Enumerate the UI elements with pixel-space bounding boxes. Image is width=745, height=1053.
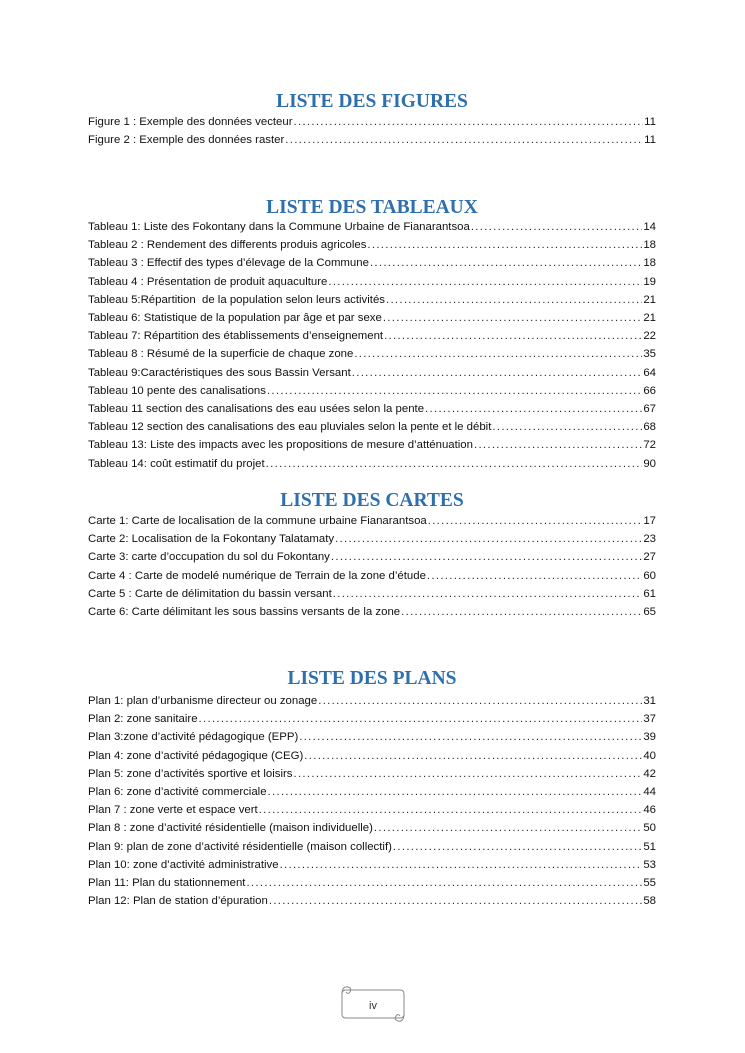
entry-page: 90 xyxy=(643,457,656,470)
entry-label: Plan 5: zone d’activités sportive et loisirs xyxy=(88,767,293,780)
tableau-entry[interactable] xyxy=(88,400,656,418)
dot-leader xyxy=(374,819,642,837)
tableau-entry[interactable] xyxy=(88,218,656,236)
plan-entry[interactable] xyxy=(88,783,656,801)
plan-entry[interactable] xyxy=(88,765,656,783)
carte-entry[interactable] xyxy=(88,585,656,603)
entry-label: Carte 3: carte d’occupation du sol du Fokontany xyxy=(88,551,330,564)
dot-leader xyxy=(280,856,643,874)
entry-label: Plan 9: plan de zone d’activité résidentielle (maison collectif) xyxy=(88,840,392,853)
dot-leader xyxy=(425,400,642,418)
figures-list xyxy=(88,113,656,149)
entry-page: 53 xyxy=(643,858,656,871)
dot-leader xyxy=(294,113,644,131)
dot-leader xyxy=(367,236,642,254)
entry-page: 11 xyxy=(644,116,656,128)
entry-page: 14 xyxy=(643,221,656,233)
entry-page: 42 xyxy=(643,767,656,780)
dot-leader xyxy=(304,747,642,765)
plan-entry[interactable] xyxy=(88,692,656,710)
tableau-entry[interactable] xyxy=(88,382,656,400)
dot-leader xyxy=(267,382,642,400)
dot-leader xyxy=(427,567,642,585)
tableau-entry[interactable] xyxy=(88,455,656,473)
entry-label: Plan 8 : zone d’activité résidentielle (maison individuelle) xyxy=(88,822,373,835)
entry-page: 22 xyxy=(643,330,656,343)
plan-entry[interactable] xyxy=(88,874,656,892)
plan-entry[interactable] xyxy=(88,710,656,728)
entry-page: 67 xyxy=(643,403,656,416)
tableaux-list xyxy=(88,218,656,473)
entry-label: Plan 6: zone d’activité commerciale xyxy=(88,786,267,799)
entry-page: 65 xyxy=(643,606,656,619)
entry-label: Tableau 12 section des canalisations des eau pluviales selon la pente et le débit xyxy=(88,421,492,434)
entry-label: Plan 7 : zone verte et espace vert xyxy=(88,804,258,817)
tableau-entry[interactable] xyxy=(88,273,656,291)
entry-label: Carte 5 : Carte de délimitation du bassin versant xyxy=(88,587,332,600)
dot-leader xyxy=(354,345,642,363)
dot-leader xyxy=(335,530,642,548)
dot-leader xyxy=(268,783,643,801)
figures-title: LISTE DES FIGURES xyxy=(276,91,468,112)
entry-label: Tableau 3 : Effectif des types d’élevage de la Commune xyxy=(88,257,369,270)
page-number: iv xyxy=(369,1000,377,1012)
entry-label: Tableau 4 : Présentation de produit aquaculture xyxy=(88,275,328,288)
dot-leader xyxy=(352,364,643,382)
entry-label: Carte 4 : Carte de modelé numérique de Terrain de la zone d’étude xyxy=(88,569,426,582)
carte-entry[interactable] xyxy=(88,603,656,621)
tableau-entry[interactable] xyxy=(88,327,656,345)
entry-page: 35 xyxy=(643,348,656,361)
entry-label: Carte 2: Localisation de la Fokontany Talatamaty xyxy=(88,533,335,546)
figure-entry[interactable] xyxy=(88,113,656,131)
entry-page: 17 xyxy=(643,515,656,527)
entry-label: Plan 2: zone sanitaire xyxy=(88,713,198,726)
tableaux-title: LISTE DES TABLEAUX xyxy=(266,197,478,218)
entry-page: 27 xyxy=(643,551,656,564)
plan-entry[interactable] xyxy=(88,838,656,856)
dot-leader xyxy=(331,548,642,566)
entry-page: 18 xyxy=(643,257,656,270)
dot-leader xyxy=(285,131,643,149)
carte-entry[interactable] xyxy=(88,567,656,585)
entry-label: Plan 4: zone d’activité pédagogique (CEG) xyxy=(88,749,304,762)
carte-entry[interactable] xyxy=(88,530,656,548)
entry-page: 31 xyxy=(643,695,656,707)
entry-page: 11 xyxy=(644,134,656,147)
plan-entry[interactable] xyxy=(88,747,656,765)
entry-page: 46 xyxy=(643,804,656,817)
entry-page: 58 xyxy=(643,895,656,908)
entry-label: Carte 1: Carte de localisation de la commune urbaine Fianarantsoa xyxy=(88,515,427,527)
tableau-entry[interactable] xyxy=(88,236,656,254)
entry-label: Plan 10: zone d’activité administrative xyxy=(88,858,279,871)
entry-label: Plan 12: Plan de station d’épuration xyxy=(88,895,268,908)
plan-entry[interactable] xyxy=(88,801,656,819)
cartes-title: LISTE DES CARTES xyxy=(280,490,464,511)
tableau-entry[interactable] xyxy=(88,291,656,309)
dot-leader xyxy=(471,218,643,236)
entry-label: Tableau 13: Liste des impacts avec les propositions de mesure d’atténuation xyxy=(88,439,473,452)
entry-page: 44 xyxy=(643,786,656,799)
entry-label: Tableau 1: Liste des Fokontany dans la Commune Urbaine de Fianarantsoa xyxy=(88,221,470,233)
entry-page: 61 xyxy=(643,587,656,600)
entry-page: 21 xyxy=(643,312,656,325)
plan-entry[interactable] xyxy=(88,856,656,874)
dot-leader xyxy=(401,603,642,621)
entry-label: Carte 6: Carte délimitant les sous bassins versants de la zone xyxy=(88,606,401,619)
tableau-entry[interactable] xyxy=(88,418,656,436)
tableau-entry[interactable] xyxy=(88,436,656,454)
entry-page: 19 xyxy=(643,275,656,288)
carte-entry[interactable] xyxy=(88,548,656,566)
dot-leader xyxy=(266,455,643,473)
entry-page: 72 xyxy=(643,439,656,452)
dot-leader xyxy=(370,254,642,272)
tableau-entry[interactable] xyxy=(88,254,656,272)
cartes-list xyxy=(88,512,656,621)
dot-leader xyxy=(383,309,642,327)
dot-leader xyxy=(299,728,642,746)
entry-page: 50 xyxy=(643,822,656,835)
entry-label: Plan 11: Plan du stationnement xyxy=(88,877,246,890)
carte-entry[interactable] xyxy=(88,512,656,530)
dot-leader xyxy=(318,692,642,710)
entry-label: Figure 1 : Exemple des données vecteur xyxy=(88,116,293,128)
tableau-entry[interactable] xyxy=(88,309,656,327)
entry-page: 21 xyxy=(643,293,656,306)
entry-page: 51 xyxy=(643,840,656,853)
tableau-entry[interactable] xyxy=(88,364,656,382)
entry-page: 55 xyxy=(643,877,656,890)
entry-label: Tableau 6: Statistique de la population par âge et par sexe xyxy=(88,312,382,325)
entry-page: 64 xyxy=(643,366,656,379)
entry-page: 66 xyxy=(643,384,656,397)
entry-label: Tableau 11 section des canalisations des eau usées selon la pente xyxy=(88,403,425,416)
entry-label: Tableau 10 pente des canalisations xyxy=(88,384,266,397)
entry-page: 40 xyxy=(643,749,656,762)
dot-leader xyxy=(246,874,642,892)
dot-leader xyxy=(492,418,642,436)
entry-label: Plan 3:zone d’activité pédagogique (EPP) xyxy=(88,731,299,744)
dot-leader xyxy=(199,710,643,728)
plan-entry[interactable] xyxy=(88,819,656,837)
tableau-entry[interactable] xyxy=(88,345,656,363)
plan-entry[interactable] xyxy=(88,892,656,910)
entry-page: 18 xyxy=(643,239,656,252)
dot-leader xyxy=(328,273,642,291)
page-footer xyxy=(338,984,408,1024)
entry-page: 23 xyxy=(643,533,656,546)
dot-leader xyxy=(269,892,642,910)
dot-leader xyxy=(428,512,643,530)
dot-leader xyxy=(333,585,643,603)
entry-label: Tableau 9:Caractéristiques des sous Bassin Versant xyxy=(88,366,351,379)
entry-page: 68 xyxy=(643,421,656,434)
dot-leader xyxy=(393,838,642,856)
dot-leader xyxy=(386,291,642,309)
entry-label: Tableau 5:Répartition de la population selon leurs activités xyxy=(88,293,385,306)
plans-title: LISTE DES PLANS xyxy=(287,668,457,689)
entry-label: Tableau 7: Répartition des établissements d’enseignement xyxy=(88,330,384,343)
entry-page: 60 xyxy=(643,569,656,582)
dot-leader xyxy=(474,436,642,454)
dot-leader xyxy=(384,327,642,345)
entry-label: Plan 1: plan d’urbanisme directeur ou zonage xyxy=(88,695,318,707)
entry-page: 39 xyxy=(643,731,656,744)
entry-label: Tableau 2 : Rendement des differents produis agricoles xyxy=(88,239,367,252)
entry-page: 37 xyxy=(643,713,656,726)
figure-entry[interactable] xyxy=(88,131,656,149)
entry-label: Tableau 8 : Résumé de la superficie de chaque zone xyxy=(88,348,354,361)
plans-list xyxy=(88,692,656,910)
entry-label: Tableau 14: coût estimatif du projet xyxy=(88,457,265,470)
dot-leader xyxy=(259,801,643,819)
entry-label: Figure 2 : Exemple des données raster xyxy=(88,134,285,147)
dot-leader xyxy=(294,765,643,783)
plan-entry[interactable] xyxy=(88,728,656,746)
